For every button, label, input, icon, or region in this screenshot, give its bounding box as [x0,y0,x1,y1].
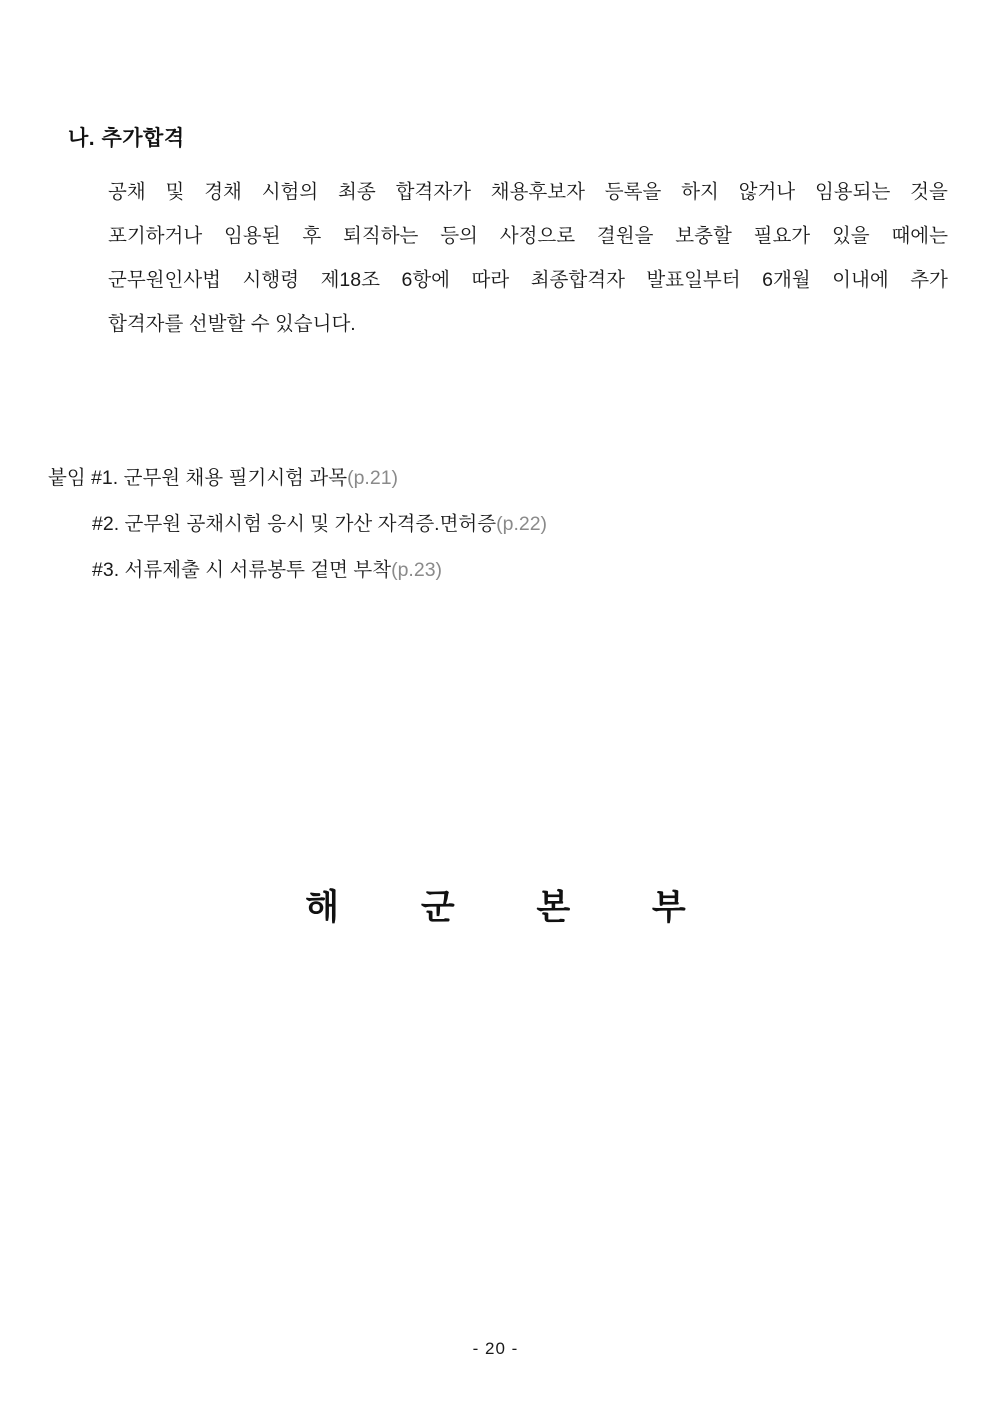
attachment-page-ref: (p.21) [347,467,399,489]
attachment-page-ref: (p.22) [496,513,548,535]
paragraph-word: 시행령 [242,269,300,291]
paragraph-word: 추가 [910,269,948,291]
paragraph-word: 있을 [831,225,870,247]
section-paragraph [108,170,948,346]
paragraph-line [108,258,948,302]
paragraph-line [108,170,948,214]
attachment-title: 서류제출 시 서류봉투 겉면 부착 [124,559,392,581]
paragraph-word: 않거나 [738,181,796,203]
paragraph-word: 채용후보자 [490,181,585,203]
list-item [48,501,948,547]
paragraph-word: 시험의 [261,181,319,203]
attachment-number: #3. [92,559,120,581]
paragraph-word: 임용된 [224,225,281,247]
page-number: - 20 - [472,1339,519,1358]
paragraph-word: 및 [165,181,185,203]
section-heading: 나. 추가합격 [68,127,185,150]
attachment-number: #2. [92,513,120,535]
paragraph-word: 합격자가 [395,181,471,203]
attachment-title: 군무원 채용 필기시험 과목 [123,467,348,489]
paragraph-word: 군무원인사법 [108,269,222,291]
attachment-lead-label: 붙임 #1. [48,467,119,489]
paragraph-line: 합격자를 선발할 수 있습니다. [108,313,356,335]
organization-name: 해 군 본 부 [305,888,722,927]
paragraph-word: 보충할 [675,225,732,247]
paragraph-word: 따라 [471,269,510,291]
list-item [48,547,948,593]
paragraph-word: 임용되는 [814,181,891,203]
paragraph-word: 최종 [338,181,376,203]
paragraph-word: 결원을 [596,225,654,247]
paragraph-word: 포기하거나 [108,225,203,247]
paragraph-word: 경채 [204,181,242,203]
paragraph-word: 6개월 [762,269,811,291]
paragraph-word: 후 [302,225,322,247]
attachment-list [48,455,948,593]
paragraph-word: 최종합격자 [530,269,625,291]
paragraph-word: 하지 [681,181,719,203]
paragraph-word: 등록을 [604,181,662,203]
paragraph-word: 6항에 [401,269,450,291]
paragraph-word: 때에는 [891,225,948,247]
paragraph-word: 등의 [440,225,478,247]
paragraph-word: 사정으로 [499,225,576,247]
attachment-title: 군무원 공채시험 응시 및 가산 자격증.면허증 [124,513,497,535]
paragraph-word: 이내에 [832,269,889,291]
paragraph-line [108,214,948,258]
list-item [48,455,948,501]
paragraph-word: 필요가 [753,225,811,247]
paragraph-word: 발표일부터 [646,269,741,291]
paragraph-word: 퇴직하는 [343,225,419,247]
paragraph-word: 공채 [108,181,146,203]
paragraph-word: 것을 [910,181,948,203]
attachment-page-ref: (p.23) [391,559,443,581]
paragraph-word: 제18조 [320,269,380,291]
